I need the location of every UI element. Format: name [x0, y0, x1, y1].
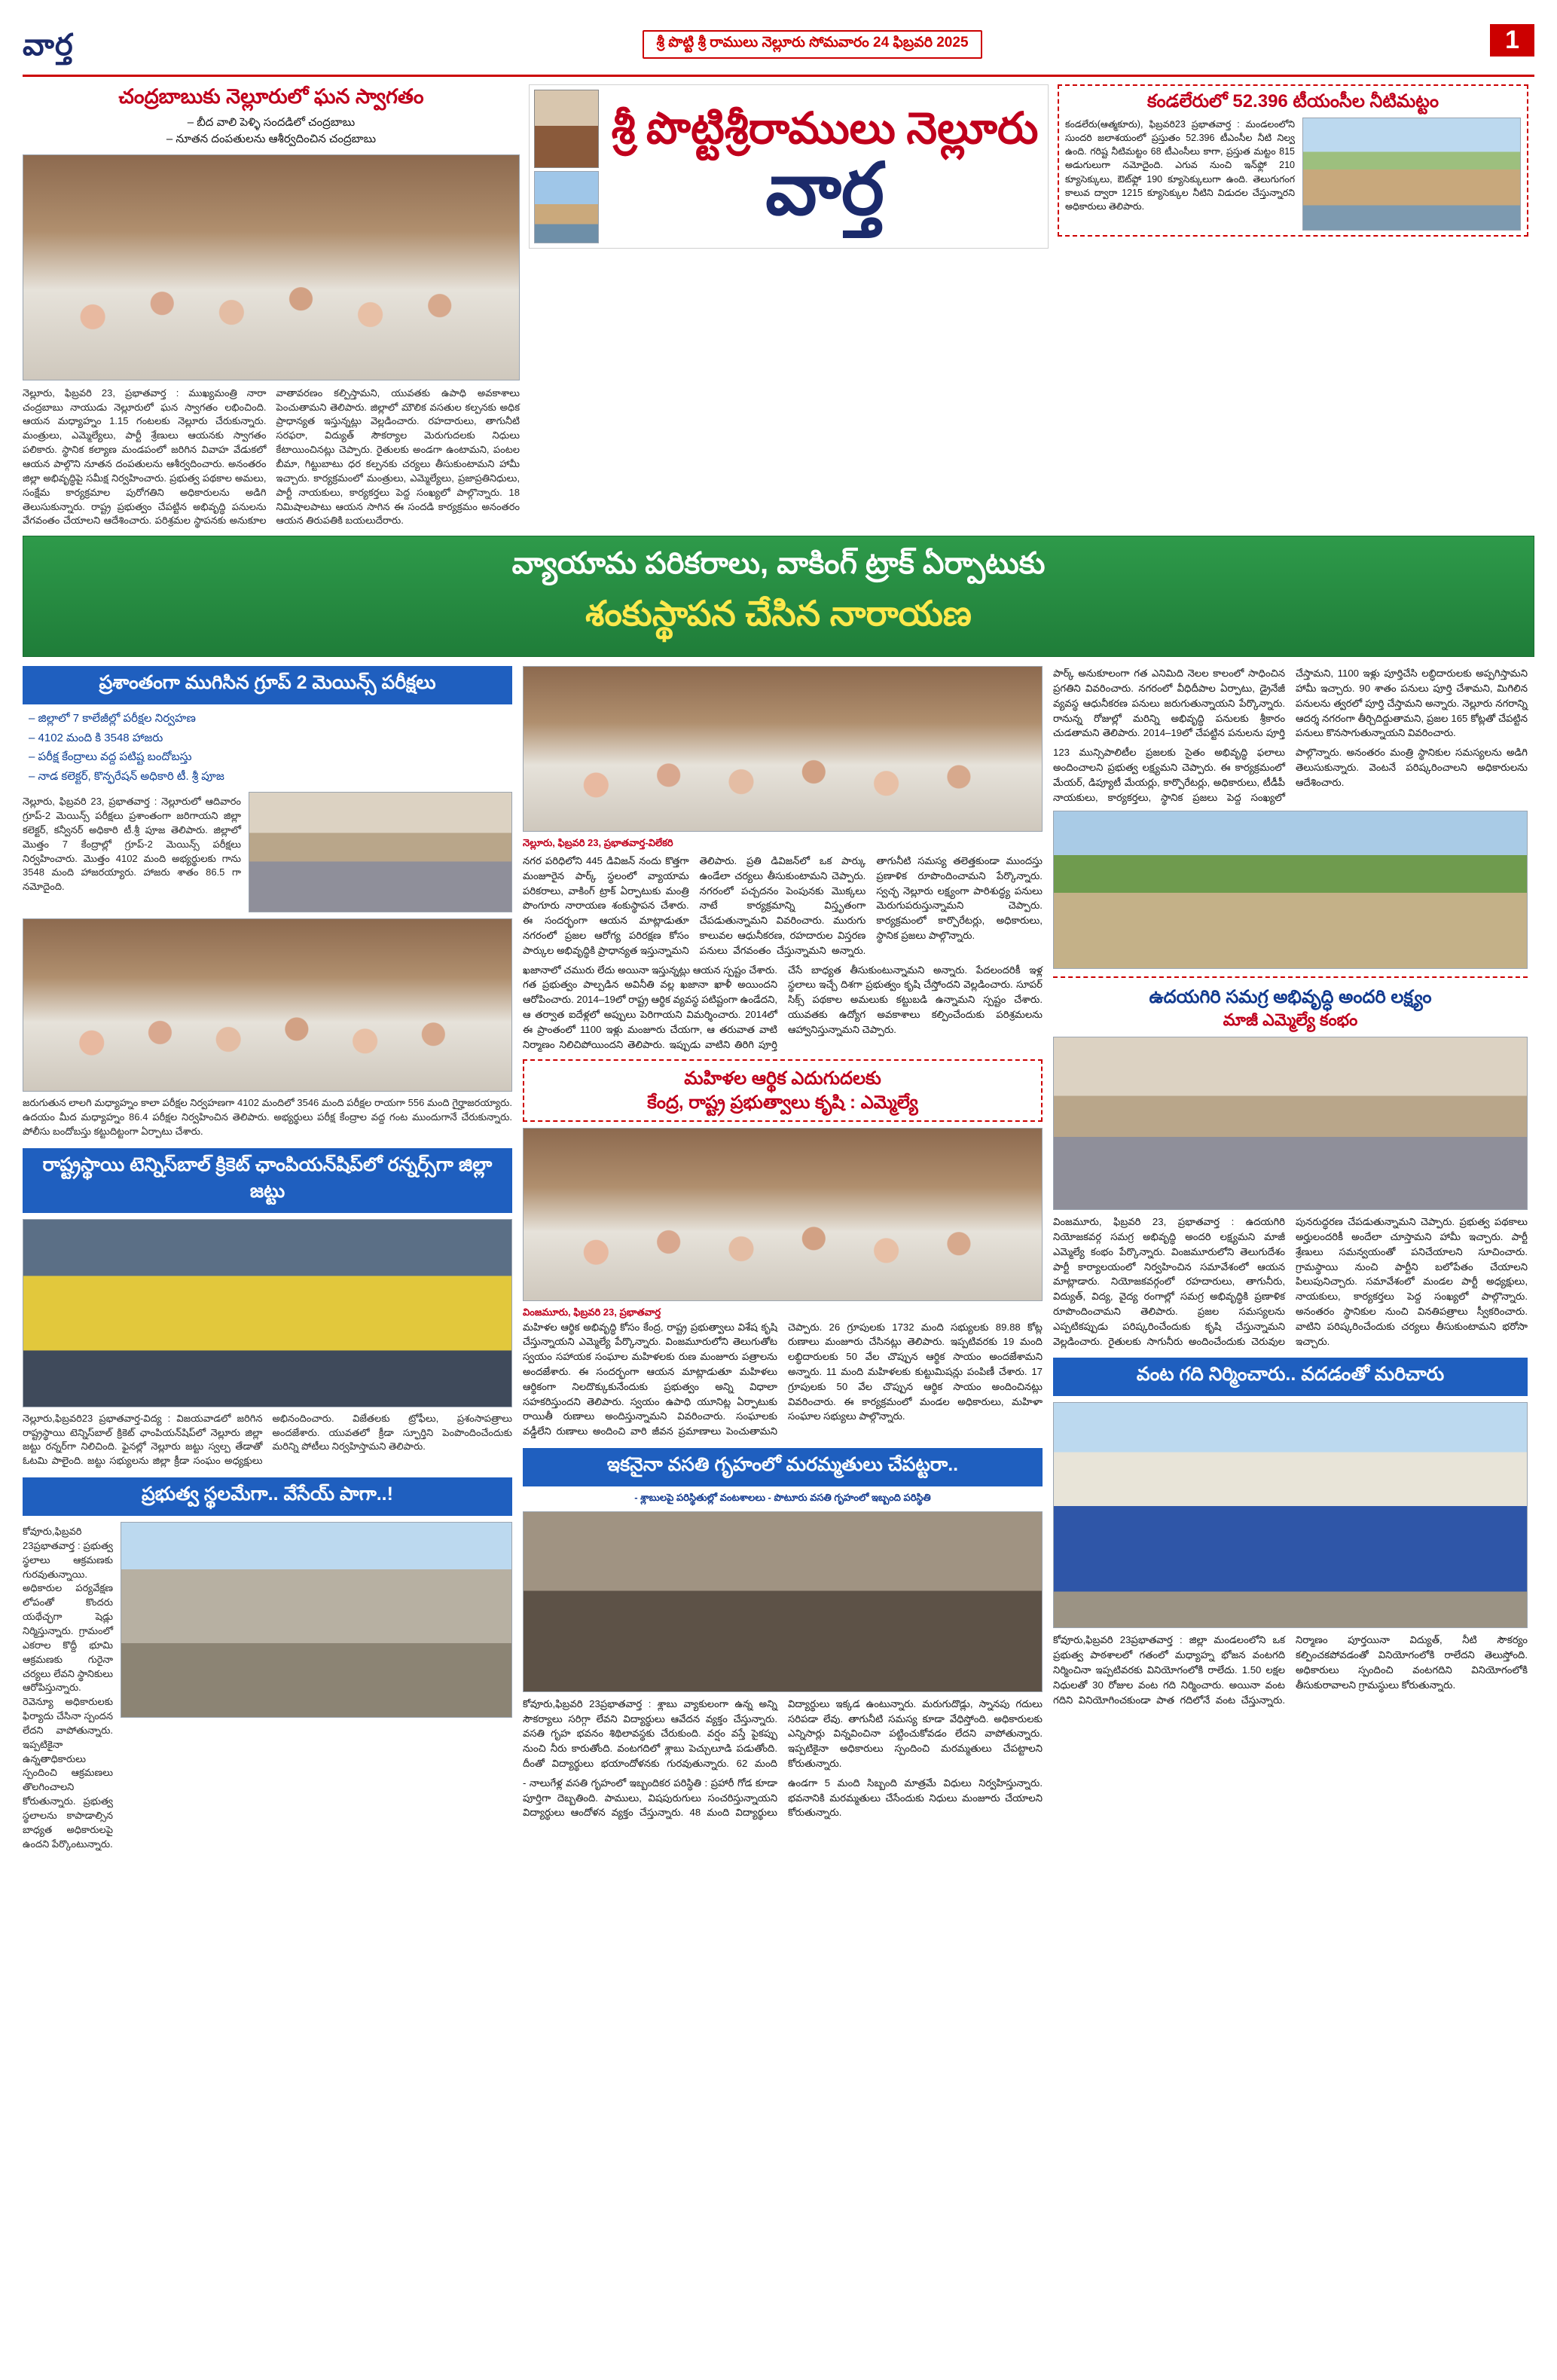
- women-head-2: కేంద్ర, రాష్ట్ర ప్రభుత్వాలు కృషి : ఎమ్మెల్యే: [647, 1092, 918, 1113]
- exam-centre-photo: [249, 792, 512, 912]
- lead-col3: పార్క్ అనుకూలంగా గత ఎనిమిది నెలల కాలంలో సాధించిన ప్రగతిని వివరించారు. నగరంలో వీధిదీపాల ఏర్పాటు, డ్రైనేజీ వ్యవస్థ ఆధునీకరణ పనులు జరుగుతున్నాయని పేర్కొన్నారు. రానున్న రోజుల్లో మరిన్ని అభివృద్ధి పనులకు శ్రీకారం చుడతామని తెలిపారు. 2014–19లో చేపట్టిన పనులను పూర్తి చేస్తామని, 1100 ఇళ్లు పూర్తిచేసి లబ్ధిదారులకు అప్పగిస్తామని హామీ ఇచ్చారు. 90 శాతం పనులు పూర్తి చేశామని, మిగిలిన పనులను త్వరలో పూర్తి చేస్తామని అన్నారు. నెల్లూరు నగరాన్ని ఆదర్శ నగరంగా తీర్చిదిద్దుతామని, ప్రజల 165 కోట్లతో చేపట్టిన పనులు కొనసాగుతున్నాయని వివరించారు.: [1053, 668, 1528, 739]
- column-left: [23, 666, 512, 1851]
- column-middle: [523, 666, 1043, 1851]
- top-left-headline: చంద్రబాబుకు నెల్లూరులో ఘన స్వాగతం: [118, 85, 424, 108]
- temple-photo: [534, 171, 599, 243]
- lead-dateline: నెల్లూరు, ఫిబ్రవరి 23, ప్రభాతవార్త-విలేకరి: [523, 837, 673, 849]
- masthead-logo: [23, 20, 181, 70]
- cricket-team-photo: [23, 1219, 512, 1407]
- column-right: [1053, 666, 1528, 1851]
- women-head-1: మహిళల ఆర్థిక ఎదుగుదలకు: [684, 1068, 881, 1089]
- cricket-body: నెల్లూరు,ఫిబ్రవరి23 ప్రభాతవార్త-విద్య : విజయవాడలో జరిగిన రాష్ట్రస్థాయి టెన్నిస్‌బాల్ క్రికెట్ ఛాంపియన్‌షిప్‌లో నెల్లూరు జిల్లా జట్టు రన్నర్‌గా నిలిచింది. ఫైనల్లో నెల్లూరు జట్టు స్వల్ప తేడాతో ఓటమి పాలైంది. జట్టు సభ్యులను జిల్లా క్రీడా సంఘం అధ్యక్షులు అభినందించారు. విజేతలకు ట్రోఫీలు, ప్రశంసాపత్రాలు అందజేశారు. యువతలో క్రీడా స్ఫూర్తిని పెంపొందించేందుకు మరిన్ని పోటీలు నిర్వహిస్తామని తెలిపారు.: [23, 1412, 512, 1467]
- nameplate-box: [529, 84, 1049, 249]
- group2-body-2: జరుగుతున లాలగి మధ్యాహ్నం కాలా పరీక్షల నిర్వహణగా 4102 మందిలో 3546 మంది పరీక్షల రాయగా 556 మంది గైర్హాజరయ్యారు. ఉదయం మీద మధ్యాహ్నం 86.4 పరీక్షల నిర్వహించిన తెలిపారు. అభ్యర్థులు పరీక్ష కేంద్రాల వద్ద గంట ముందుగానే చేరుకున్నారు. పోలీసు బందోబస్తు కట్టుదిట్టంగా ఏర్పాటు చేశారు.: [23, 1097, 512, 1137]
- reservoir-photo: [1302, 118, 1521, 231]
- hostel-body-1: కోవూరు,ఫిబ్రవరి 23ప్రభాతవార్త : శ్లాబు వ్యాకులంగా ఉన్న అన్ని సౌకర్యాలు సరిగ్గా లేవని విద్యార్థులు ఆవేదన వ్యక్తం చేస్తున్నారు. వసతి గృహ భవనం శిథిలావస్థకు చేరుకుంది. వర్షం వస్తే పైకప్పు నుంచి నీరు కారుతోంది. వంటగదిలో శ్లాబు పెచ్చులూడి పడుతోంది. దీంతో విద్యార్థులు భయాందోళనకు గురవుతున్నారు. 62 మంది విద్యార్థులు ఇక్కడ ఉంటున్నారు. మరుగుదొడ్లు, స్నానపు గదులు సరిపడా లేవు. తాగునీటి సమస్య కూడా వేధిస్తోంది. అధికారులకు ఎన్నిసార్లు విన్నవించినా పట్టించుకోవడం లేదని వాపోతున్నారు. ఇప్పటికైనా అధికారులు స్పందించి మరమ్మతులు చేపట్టాలని కోరుతున్నారు.: [523, 1697, 1043, 1770]
- encroachment-photo: [121, 1522, 512, 1718]
- top-left-story: [23, 84, 520, 528]
- hostel-band: ఇకనైనా వసతి గృహంలో మరమ్మతులు చేపట్టరా..: [523, 1448, 1043, 1486]
- lead-photos: [523, 666, 1043, 832]
- top-left-sub2: – నూతన దంపతులను ఆశీర్వదించిన చంద్రబాబు: [166, 133, 377, 146]
- lead-headline-line1: వ్యాయామ పరికరాలు, వాకింగ్ ట్రాక్ ఏర్పాటుకు: [511, 547, 1046, 581]
- paper-title-line1: శ్రీ పొట్టిశ్రీరాములు నెల్లూరు: [611, 104, 1039, 153]
- damaged-hostel-photo: [523, 1511, 1043, 1692]
- group2-bullet-3: – నాడ కలెక్టర్, కొన్ఫరేషన్ అధికారి టీ. శ్రీ పూజ: [29, 767, 512, 787]
- lead-headline-banner: [23, 536, 1534, 657]
- udayagiri-body: వింజమూరు, ఫిబ్రవరి 23, ప్రభాతవార్త : ఉదయగిరి నియోజకవర్గ సమగ్ర అభివృద్ధి అందరి లక్ష్యమని మాజీ ఎమ్మెల్యే కంభం పేర్కొన్నారు. వింజమూరులోని తెలుగుదేశం పార్టీ కార్యాలయంలో నిర్వహించిన సమావేశంలో ఆయన మాట్లాడారు. నియోజకవర్గంలో రహదారులు, తాగునీరు, విద్యుత్, విద్య, వైద్య రంగాల్లో సమగ్ర అభివృద్ధికి ప్రణాళిక రూపొందించామని తెలిపారు. ప్రజల సమస్యలను ఎప్పటికప్పుడు పరిష్కరించేందుకు కృషి చేస్తున్నామని వెల్లడించారు. రైతులకు సాగునీరు అందించేందుకు చెరువుల పునరుద్ధరణ చేపడుతున్నామని చెప్పారు. ప్రభుత్వ పథకాలు అర్హులందరికీ అందేలా చూస్తామని హామీ ఇచ్చారు. పార్టీ శ్రేణులు సమన్వయంతో పనిచేయాలని సూచించారు. గ్రామస్థాయి నుంచి పార్టీని బలోపేతం చేయాలని పిలుపునిచ్చారు. సమావేశంలో మండల పార్టీ అధ్యక్షులు, నాయకులు, కార్యకర్తలు పెద్ద సంఖ్యలో పాల్గొన్నారు. అనంతరం స్థానికుల నుంచి వినతిపత్రాలు స్వీకరించారు. వాటిని పరిష్కరించేందుకు చర్యలు తీసుకుంటామని భరోసా ఇచ్చారు.: [1053, 1216, 1528, 1347]
- group2-bullet-2: – పరీక్ష కేంద్రాలు వద్ద పటిష్ట బందోబస్తు: [29, 747, 512, 767]
- hostel-body-2: - నాలుగేళ్ల వసతి గృహంలో ఇబ్బందికర పరిస్థితి : ప్రహారీ గోడ కూడా పూర్తిగా దెబ్బతింది. పాములు, విషపురుగులు సంచరిస్తున్నాయని విద్యార్థులు ఆందోళన వ్యక్తం చేస్తున్నారు. 48 మంది విద్యార్థులు ఉండగా 5 మంది సిబ్బంది మాత్రమే విధులు నిర్వహిస్తున్నారు. భవనానికి మరమ్మతులు చేసేందుకు నిధులు మంజూరు చేయాలని కోరుతున్నారు.: [523, 1777, 1043, 1819]
- reservoir-box: [1058, 84, 1528, 237]
- group2-top-row: [23, 792, 512, 912]
- top-left-body: నెల్లూరు, ఫిబ్రవరి 23, ప్రభాతవార్త : ముఖ్యమంత్రి నారా చంద్రబాబు నాయుడు నెల్లూరులో ఘన స్వాగతం లభించింది. ఆయన మధ్యాహ్నం 1.15 గంటలకు నెల్లూరు చేరుకున్నారు. మంత్రులు, ఎమ్మెల్యేలు, పార్టీ శ్రేణులు ఆయనకు స్వాగతం పలికారు. స్థానిక కల్యాణ మండపంలో జరిగిన వివాహ వేడుకలో ఆయన పాల్గొని నూతన దంపతులను ఆశీర్వదించారు. అనంతరం జిల్లా అభివృద్ధిపై సమీక్ష నిర్వహించారు. ప్రభుత్వ పథకాల అమలు, సంక్షేమ కార్యక్రమాల పురోగతిని అధికారులను అడిగి తెలుసుకున్నారు. రాష్ట్ర ప్రభుత్వం చేపట్టిన అభివృద్ధి పనులను వేగవంతం చేయాలని ఆదేశించారు. పరిశ్రమల స్థాపనకు అనుకూల వాతావరణం కల్పిస్తామని, యువతకు ఉపాధి అవకాశాలు పెంచుతామని తెలిపారు. జిల్లాలో మౌలిక వసతుల కల్పనకు అధిక ప్రాధాన్యత ఇస్తున్నట్లు వెల్లడించారు. రహదారులు, తాగునీటి సరఫరా, విద్యుత్ సౌకర్యాల మెరుగుదలకు నిధులు కేటాయించినట్లు చెప్పారు. రైతులకు అండగా ఉంటామని, పంటల బీమా, గిట్టుబాటు ధర కల్పనకు చర్యలు తీసుకుంటామని హామీ ఇచ్చారు. కార్యక్రమంలో మంత్రులు, ఎమ్మెల్యేలు, ప్రజాప్రతినిధులు, పార్టీ నాయకులు, కార్యకర్తలు పెద్ద సంఖ్యలో పాల్గొన్నారు. 18 నిమిషాలపాటు ఆయన సాగిన ఈ సందడి కార్యక్రమం అనంతరం ఆయన తిరుపతికి బయలుదేరారు.: [23, 386, 520, 527]
- lead-col2: ఖజానాలో చమురు లేదు అయినా ఇస్తున్నట్లు ఆయన స్పష్టం చేశారు. గత ప్రభుత్వం పాల్పడిన అవినీతి వల్ల ఖజానా ఖాళీ అయిందని ఆరోపించారు. 2014–19లో రాష్ట్ర ఆర్థిక వ్యవస్థ పటిష్టంగా ఉండేదని, ఆ తర్వాత ఐదేళ్లలో అప్పులు పెరిగాయని విమర్శించారు. 2014లో ఈ ప్రాంతంలో 1100 ఇళ్లు మంజూరు చేయగా, ఆ తరువాత వాటి నిర్మాణం నిలిచిపోయిందని తెలిపారు. ఇప్పుడు వాటిని తిరిగి పూర్తి చేసే బాధ్యత తీసుకుంటున్నామని అన్నారు. పేదలందరికీ ఇళ్ల స్థలాలు ఇచ్చే దిశగా ప్రభుత్వం కృషి చేస్తోందని వెల్లడించారు. సూపర్ సిక్స్ పథకాల అమలుకు కట్టుబడి ఉన్నామని స్పష్టం చేశారు. యువతకు ఉద్యోగ అవకాశాలు కల్పించేందుకు పరిశ్రమలను ఆహ్వానిస్తున్నామని చెప్పారు.: [523, 964, 1043, 1050]
- main-grid: [23, 666, 1534, 1851]
- meeting-dais-photo: [1053, 1037, 1528, 1210]
- lead-col3-4: [1053, 666, 1528, 741]
- group2-band: ప్రశాంతంగా ముగిసిన గ్రూప్ 2 మెయిన్స్ పరీక్షలు: [23, 666, 512, 704]
- group2-bullet-1: – 4102 మంది కి 3548 హాజరు: [29, 729, 512, 748]
- top-left-sub1: – బీద వాలి పెళ్ళి సందడిలో చంద్రబాబు: [187, 115, 356, 129]
- kitchen-band: వంట గది నిర్మించారు.. వదడంతో మరిచారు: [1053, 1358, 1528, 1396]
- udayagiri-head-2: మాజీ ఎమ్మెల్యే కంభం: [1223, 1010, 1358, 1029]
- page-number-badge: 1: [1490, 24, 1534, 57]
- masthead-dateline: [188, 20, 1436, 59]
- kitchen-building-photo: [1053, 1402, 1528, 1628]
- minister-handover-photo: [523, 666, 1043, 832]
- masthead-logo-text: వార్త: [23, 28, 74, 62]
- group2-body-1: నెల్లూరు, ఫిబ్రవరి 23, ప్రభాతవార్త : నెల్లూరులో ఆదివారం గ్రూప్-2 మెయిన్స్ పరీక్షలు ప్రశాంతంగా జరిగాయని జిల్లా కలెక్టర్, కన్వీనర్ అధికారి టీ.శ్రీ పూజ తెలిపారు. జిల్లాలో మొత్తం 7 కేంద్రాల్లో గ్రూప్-2 మెయిన్స్ పరీక్షలు నిర్వహించారు. మొత్తం 4102 మంది అభ్యర్థులకు గాను 3548 మంది హాజరయ్యారు. హాజరు శాతం 86.5 గా నమోదైంది.: [23, 796, 241, 893]
- govt-land-body: కోవూరు,ఫిబ్రవరి 23ప్రభాతవార్త : ప్రభుత్వ స్థలాలు ఆక్రమణకు గురవుతున్నాయి. అధికారుల పర్యవేక్షణ లోపంతో కొందరు యథేచ్ఛగా షెడ్లు నిర్మిస్తున్నారు. గ్రామంలో ఎకరాల కొద్దీ భూమి ఆక్రమణకు గురైనా చర్యలు లేవని స్థానికులు ఆరోపిస్తున్నారు. రెవెన్యూ అధికారులకు ఫిర్యాదు చేసినా స్పందన లేదని వాపోతున్నారు. ఇప్పటికైనా ఉన్నతాధికారులు స్పందించి ఆక్రమణలు తొలగించాలని కోరుతున్నారు. ప్రభుత్వ స్థలాలను కాపాడాల్సిన బాధ్యత అధికారులపై ఉందని పేర్కొంటున్నారు.: [23, 1526, 113, 1850]
- udayagiri-head-1: ఉదయగిరి సమగ్ర అభివృద్ధి అందరి లక్ష్యం: [1149, 987, 1432, 1008]
- women-body: మహిళల ఆర్థిక అభివృద్ధి కోసం కేంద్ర, రాష్ట్ర ప్రభుత్వాలు విశేష కృషి చేస్తున్నాయని ఎమ్మెల్యే పేర్కొన్నారు. వింజమూరులోని తెలుగుతోట స్వయం సహాయక సంఘాల మహిళలకు రుణ మంజూరు పత్రాలను అందజేశారు. ఈ సందర్భంగా ఆయన మాట్లాడుతూ మహిళలు ఆర్థికంగా నిలదొక్కుకునేందుకు ప్రభుత్వం అన్ని విధాలా సహకరిస్తుందని తెలిపారు. స్వయం ఉపాధి యూనిట్ల ఏర్పాటుకు రాయితీ రుణాలు అందిస్తున్నామని వివరించారు. సంఘాలకు వడ్డీలేని రుణాలు అందించి వారి జీవన ప్రమాణాలు పెంచుతామని చెప్పారు. 26 గ్రూపులకు 1732 మంది సభ్యులకు 89.88 కోట్ల రుణాలు మంజూరు చేసినట్లు తెలిపారు. ఇప్పటివరకు 19 మంది లబ్ధిదారులకు 50 వేల చొప్పున ఆర్థిక సాయం అందజేశామని అన్నారు. 11 మంది మహిళలకు కుట్టుమిషన్లు పంపిణీ చేశారు. 17 గ్రూపులకు 50 వేల చొప్పున ఆర్థిక సాయం అందించినట్లు వివరించారు. ఈ కార్యక్రమంలో మండల అధికారులు, మహిళా సంఘాల సభ్యులు పాల్గొన్నారు.: [523, 1321, 1043, 1437]
- masthead-page-number: [1444, 20, 1534, 57]
- masthead: [23, 20, 1534, 77]
- top-band: [23, 84, 1534, 528]
- cheque-distribution-photo: [523, 1128, 1043, 1301]
- top-right-body: కండలేరు(ఆత్మకూరు), ఫిబ్రవరి23 ప్రభాతవార్త : మండలంలోని సుందరి జలాశయంలో ప్రస్తుతం 52.396 టీఎంసీల నీటి నిల్వ ఉంది. గరిష్ట నీటిమట్టం 68 టీఎంసీలు కాగా, ప్రస్తుత మట్టం 815 అడుగులుగా నమోదైంది. ఎగువ నుంచి ఇన్‌ఫ్లో 210 క్యూసెక్కులు, ఔట్‌ఫ్లో 190 క్యూసెక్కులుగా ఉంది. తెలుగుగంగ కాలువ ద్వారా 1215 క్యూసెక్కుల నీటిని విడుదల చేస్తున్నారని అధికారులు తెలిపారు.: [1065, 119, 1295, 212]
- kitchen-body: కోవూరు,ఫిబ్రవరి 23ప్రభాతవార్త : జిల్లా మండలంలోని ఒక ప్రభుత్వ పాఠశాలలో గతంలో మధ్యాహ్న భోజన వంటగది నిర్మించినా ఇప్పటివరకు వినియోగంలోకి రాలేదు. 1.50 లక్షల నిధులతో 30 రోజుల వంట గది నిర్మించారు. అయినా వంట గదిని వినియోగించకుండా పాత గదిలోనే వంట చేస్తున్నారు. నిర్మాణం పూర్తయినా విద్యుత్, నీటి సౌకర్యం కల్పించకపోవడంతో వినియోగంలోకి రాలేదని తెలుస్తోంది. అధికారులు స్పందించి వంటగదిని వినియోగంలోకి తీసుకురావాలని గ్రామస్థులు కోరుతున్నారు.: [1053, 1634, 1528, 1706]
- group2-bullets: [23, 709, 512, 786]
- women-story-box: [523, 1059, 1043, 1121]
- wedding-reception-photo: [23, 154, 520, 380]
- masthead-date: శ్రీ పొట్టి శ్రీ రాములు నెల్లూరు సోమవారం 24 ఫిబ్రవరి 2025: [643, 30, 982, 59]
- lead-col4: 123 మున్సిపాలిటీల ప్రజలకు సైతం అభివృద్ధి ఫలాలు అందించాలని ప్రభుత్వ లక్ష్యమని చెప్పారు. ఈ కార్యక్రమంలో మేయర్, డిప్యూటీ మేయర్లు, కార్పొరేటర్లు, అధికారులు, టీడీపీ నాయకులు, కార్యకర్తలు, స్థానిక ప్రజలు పెద్ద సంఖ్యలో పాల్గొన్నారు. అనంతరం మంత్రి స్థానికుల సమస్యలను అడిగి తెలుసుకున్నారు. వెంటనే పరిష్కరించాలని అధికారులను ఆదేశించారు.: [1053, 747, 1528, 803]
- nameplate-block: [529, 84, 1049, 528]
- park-inauguration-photo: [1053, 811, 1528, 969]
- cricket-band: రాష్ట్రస్థాయి టెన్నిస్‌బాల్ క్రికెట్ ఛాంపియన్‌షిప్‌లో రన్నర్స్‌గా జిల్లా జట్టు: [23, 1148, 512, 1213]
- lead-col1: నగర పరిధిలోని 445 డివిజన్ నందు కొత్తగా మంజూరైన పార్క్ స్థలంలో వ్యాయామ పరికరాలు, వాకింగ్ ట్రాక్ ఏర్పాటుకు మంత్రి పొంగూరు నారాయణ శంకుస్థాపన చేశారు. ఈ సందర్భంగా ఆయన మాట్లాడుతూ నగరంలో ప్రజల ఆరోగ్య పరిరక్షణ కోసం పార్కుల అభివృద్ధికి ప్రాధాన్యత ఇస్తున్నామని తెలిపారు. ప్రతి డివిజన్‌లో ఒక పార్కు ఉండేలా చర్యలు తీసుకుంటామని చెప్పారు. నగరంలో పచ్చదనం పెంపునకు మొక్కలు నాటే కార్యక్రమాన్ని విస్తృతంగా చేపడుతున్నామని వివరించారు. మురుగు కాలువల ఆధునీకరణ, రహదారుల విస్తరణ పనులు వేగవంతం చేస్తున్నామని అన్నారు. తాగునీటి సమస్య తలెత్తకుండా ముందస్తు ప్రణాళిక రూపొందించామని పేర్కొన్నారు. స్వచ్ఛ నెల్లూరు లక్ష్యంగా పారిశుద్ధ్య పనులు మెరుగుపరుస్తున్నామని చెప్పారు. కార్యక్రమంలో కార్పొరేటర్లు, అధికారులు, స్థానిక ప్రజలు పాల్గొన్నారు.: [523, 855, 1043, 956]
- hostel-sub: - శ్లాబులపై పరిస్థితుల్లో వంటశాలలు - పొటూరు వసతి గృహంలో ఇబ్బంది పరిస్థితి: [634, 1491, 931, 1503]
- top-right-story: [1058, 84, 1528, 528]
- group2-bullet-0: – జిల్లాలో 7 కాలేజీల్లో పరీక్షల నిర్వహణ: [29, 709, 512, 729]
- govt-land-band: ప్రభుత్వ స్థలమేగా.. వేసేయ్ పాగా..!: [23, 1477, 512, 1516]
- paper-title-line2: వార్త: [765, 149, 884, 230]
- top-right-headline: కండలేరులో 52.396 టీయంసీల నీటిమట్టం: [1146, 91, 1439, 112]
- women-dateline: వింజమూరు, ఫిబ్రవరి 23, ప్రభాతవార్త: [523, 1306, 661, 1318]
- lead-headline-line2: శంకుస్థాపన చేసిన నారాయణ: [585, 594, 972, 634]
- founder-portrait: [534, 90, 599, 243]
- officials-inspection-photo: [23, 918, 512, 1092]
